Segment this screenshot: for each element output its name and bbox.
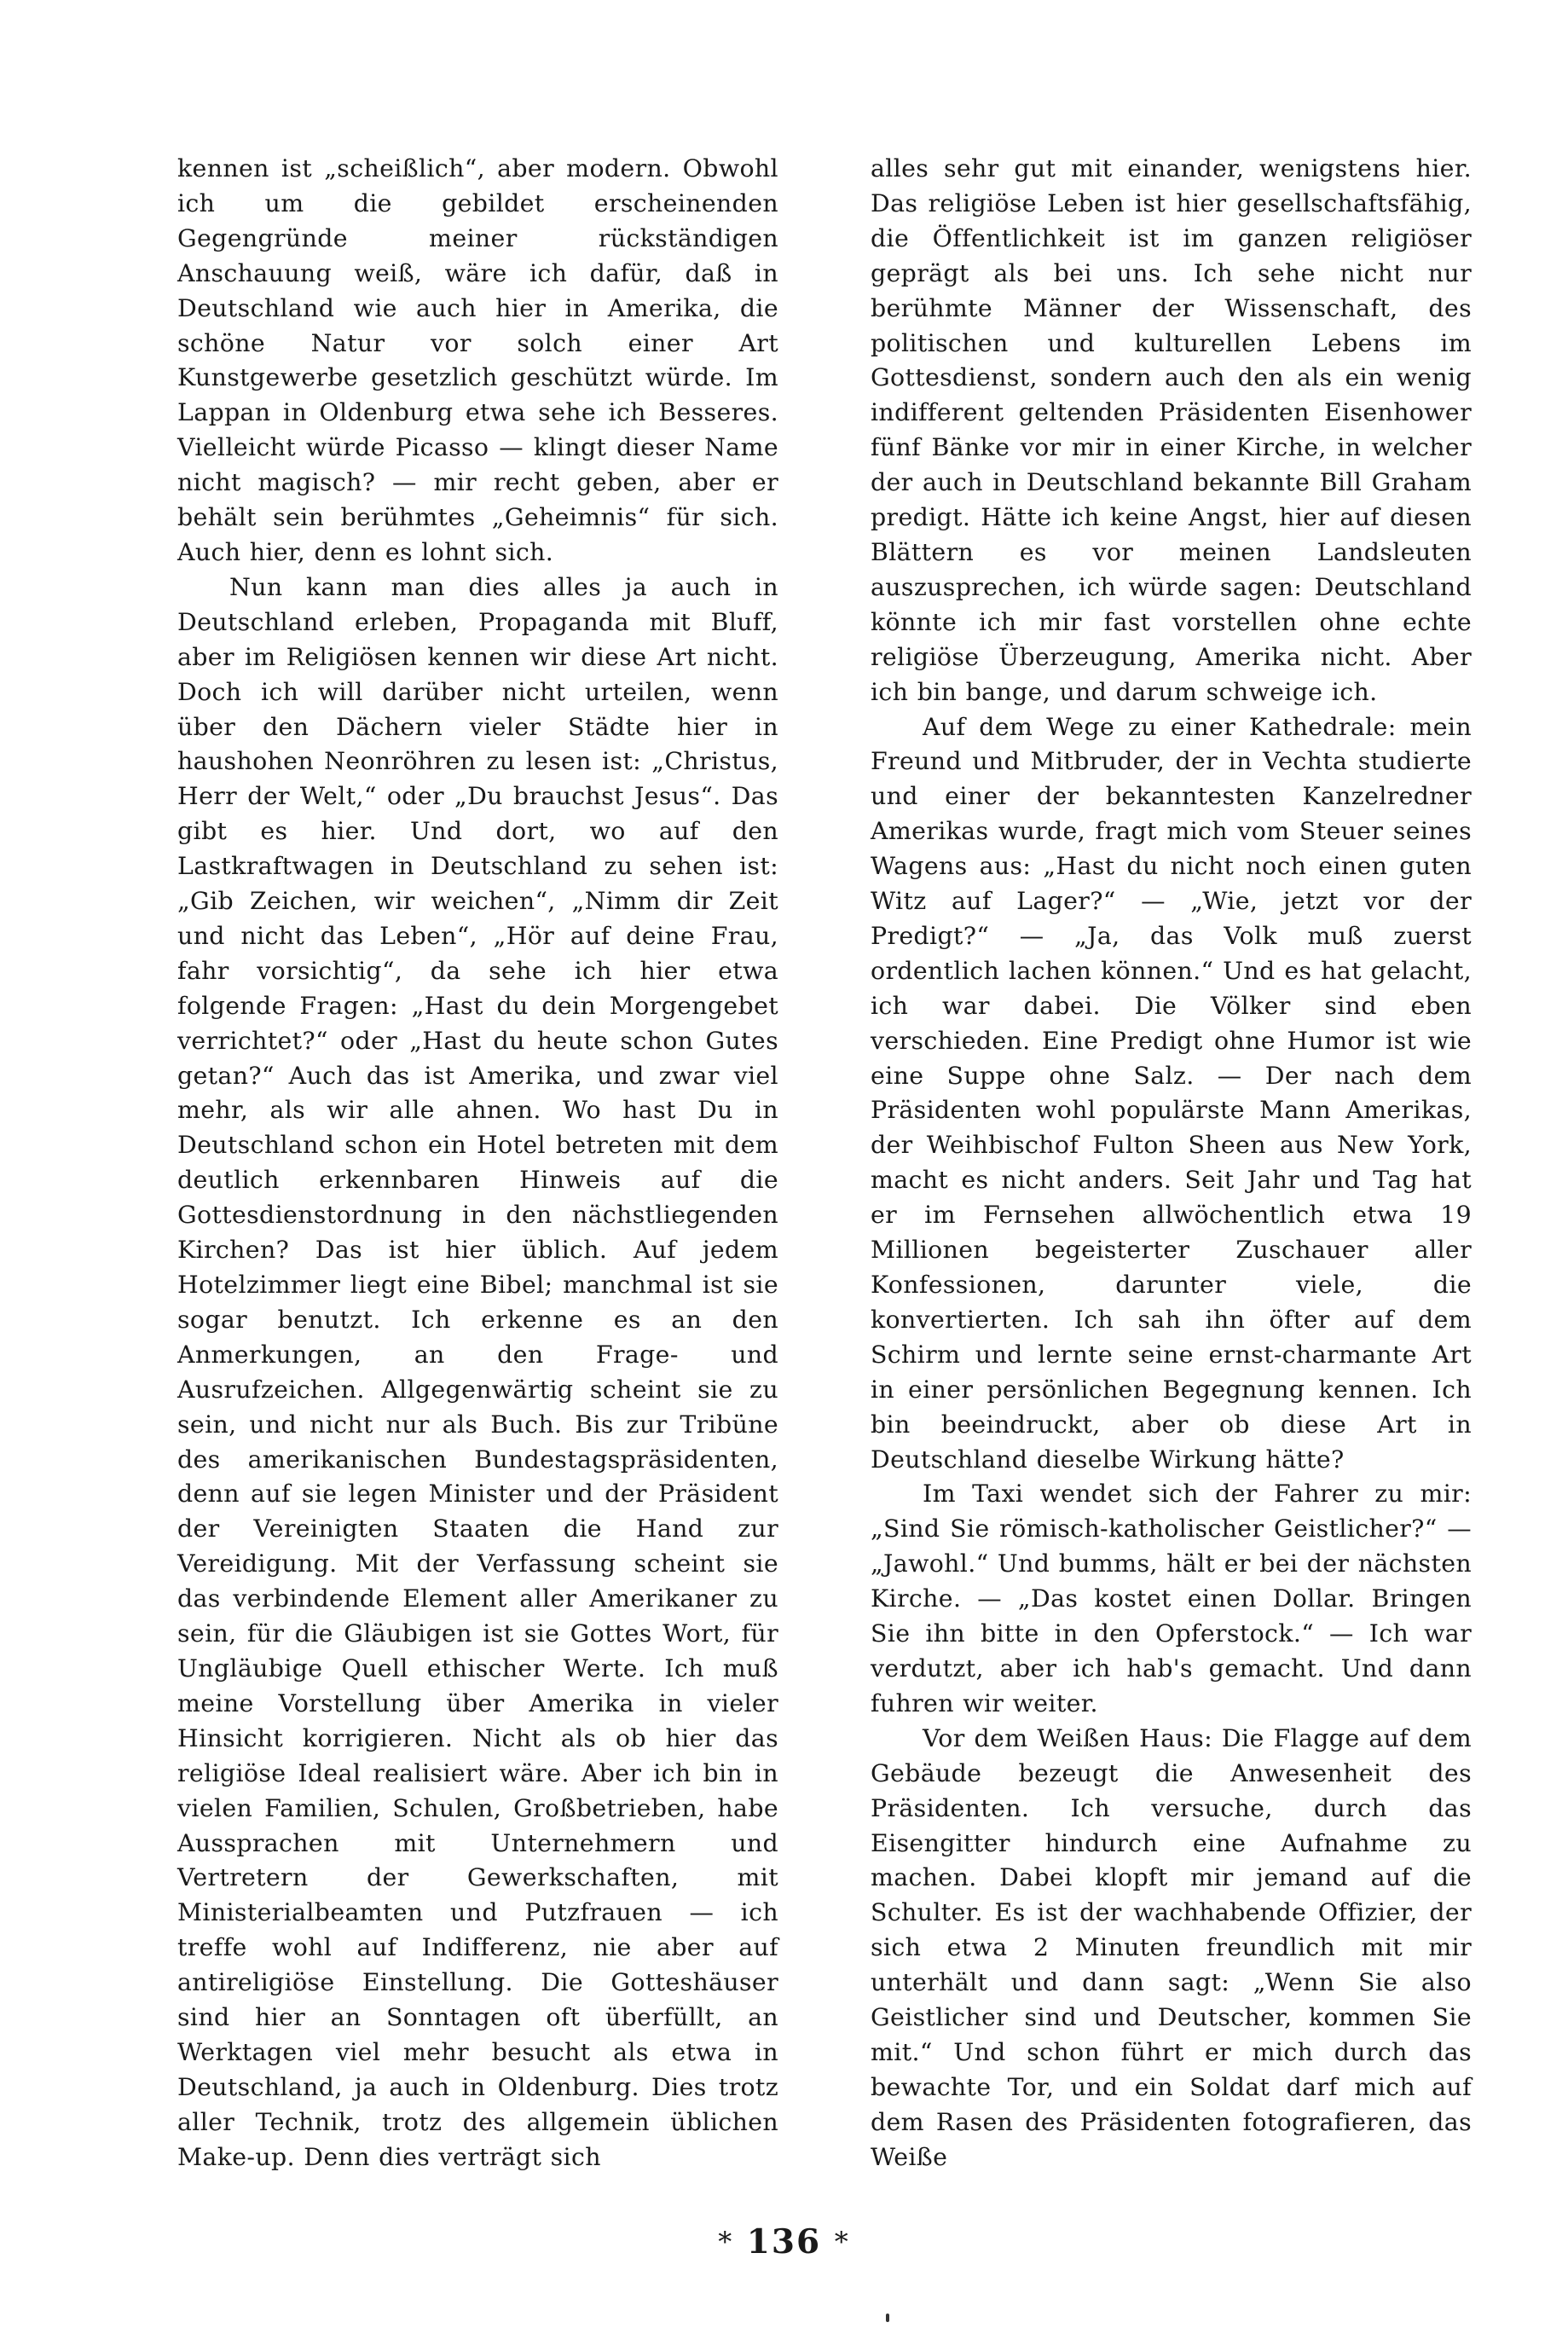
paragraph: Im Taxi wendet sich der Fahrer zu mir: „Sind Sie römisch-katholischer Geistlicher?“ — „Jawohl.“ Und bumms, hält er bei der nächsten Kirche. — „Das kostet einen Dollar. Bringen Sie ihn bitte in den Opferstock.“ — Ich war verdutzt, aber ich hab's gemacht. Und dann fuhren wir weiter.	[871, 1480, 1472, 1717]
page-number-footer	[0, 2222, 1568, 2262]
star-ornament-left: *	[718, 2226, 734, 2258]
star-ornament-right: *	[834, 2226, 850, 2258]
left-text-column	[177, 152, 778, 2175]
paragraph: Auf dem Wege zu einer Kathedrale: mein Freund und Mitbruder, der in Vechta studierte und einer der bekanntesten Kanzelredner Amerikas wurde, fragt mich vom Steuer seines Wagens aus: „Hast du nicht noch einen guten Witz auf Lager?“ — „Wie, jetzt vor der Predigt?“ — „Ja, das Volk muß zuerst ordentlich lachen können.“ Und es hat gelacht, ich war dabei. Die Völker sind eben verschieden. Eine Predigt ohne Humor ist wie eine Suppe ohne Salz. — Der nach dem Präsidenten wohl populärste Mann Amerikas, der Weihbischof Fulton Sheen aus New York, macht es nicht anders. Seit Jahr und Tag hat er im Fernsehen allwöchentlich etwa 19 Millionen begeisterter Zuschauer aller Konfessionen, darunter viele, die konvertierten. Ich sah ihn öfter auf dem Schirm und lernte seine ernst-charmante Art in einer persönlichen Begegnung kennen. Ich bin beeindruckt, aber ob diese Art in Deutschland dieselbe Wirkung hätte?	[871, 712, 1472, 1474]
paragraph: Nun kann man dies alles ja auch in Deutschland erleben, Propaganda mit Bluff, aber im Religiösen kennen wir diese Art nicht. Doch ich will darüber nicht urteilen, wenn über den Dächern vieler Städte hier in haushohen Neonröhren zu lesen ist: „Christus, Herr der Welt,“ oder „Du brauchst Jesus“. Das gibt es hier. Und dort, wo auf den Lastkraftwagen in Deutschland zu sehen ist: „Gib Zeichen, wir weichen“, „Nimm dir Zeit und nicht das Leben“, „Hör auf deine Frau, fahr vorsichtig“, da sehe ich hier etwa folgende Fragen: „Hast du dein Morgengebet verrichtet?“ oder „Hast du heute schon Gutes getan?“ Auch das ist Amerika, und zwar viel mehr, als wir alle ahnen. Wo hast Du in Deutschland schon ein Hotel betreten mit dem deutlich erkennbaren Hinweis auf die Gottesdienstordnung in den nächstliegenden Kirchen? Das ist hier üblich. Auf jedem Hotelzimmer liegt eine Bibel; manchmal ist sie sogar benutzt. Ich erkenne es an den Anmerkungen, an den Frage- und Ausrufzeichen. Allgegenwärtig scheint sie zu sein, und nicht nur als Buch. Bis zur Tribüne des amerikanischen Bundestagspräsidenten, denn auf sie legen Minister und der Präsident der Vereinigten Staaten die Hand zur Vereidigung. Mit der Verfassung scheint sie das verbindende Element aller Amerikaner zu sein, für die Gläubigen ist sie Gottes Wort, für Ungläubige Quell ethischer Werte. Ich muß meine Vorstellung über Amerika in vieler Hinsicht korrigieren. Nicht als ob hier das religiöse Ideal realisiert wäre. Aber ich bin in vielen Familien, Schulen, Großbetrieben, habe Aussprachen mit Unternehmern und Vertretern der Gewerkschaften, mit Ministerialbeamten und Putzfrauen — ich treffe wohl auf Indifferenz, nie aber auf antireligiöse Einstellung. Die Gotteshäuser sind hier an Sonntagen oft überfüllt, an Werktagen viel mehr besucht als etwa in Deutschland, ja auch in Oldenburg. Dies trotz aller Technik, trotz des allgemein üblichen Make-up. Denn dies verträgt sich	[177, 572, 778, 2171]
page-number: 136	[746, 2222, 822, 2262]
paragraph-continued: kennen ist „scheißlich“, aber modern. Obwohl ich um die gebildet erscheinenden Gegengründe meiner rückständigen Anschauung weiß, wäre ich dafür, daß in Deutschland wie auch hier in Amerika, die schöne Natur vor solch einer Art Kunstgewerbe gesetzlich geschützt würde. Im Lappan in Oldenburg etwa sehe ich Besseres. Vielleicht würde Picasso — klingt dieser Name nicht magisch? — mir recht geben, aber er behält sein berühmtes „Geheimnis“ für sich. Auch hier, denn es lohnt sich.	[177, 154, 778, 566]
paragraph: Vor dem Weißen Haus: Die Flagge auf dem Gebäude bezeugt die Anwesenheit des Präsidenten. Ich versuche, durch das Eisengitter hindurch eine Aufnahme zu machen. Dabei klopft mir jemand auf die Schulter. Es ist der wachhabende Offizier, der sich etwa 2 Minuten freundlich mit mir unterhält und dann sagt: „Wenn Sie also Geistlicher sind und Deutscher, kommen Sie mit.“ Und schon führt er mich durch das bewachte Tor, und ein Soldat darf mich auf dem Rasen des Präsidenten fotografieren, das Weiße	[871, 1723, 1472, 2171]
paragraph-continued: alles sehr gut mit einander, wenigstens hier. Das religiöse Leben ist hier gesellschaftsfähig, die Öffentlichkeit ist im ganzen religiöser geprägt als bei uns. Ich sehe nicht nur berühmte Männer der Wissenschaft, des politischen und kulturellen Lebens im Gottesdienst, sondern auch den als ein wenig indifferent geltenden Präsidenten Eisenhower fünf Bänke vor mir in einer Kirche, in welcher der auch in Deutschland bekannte Bill Graham predigt. Hätte ich keine Angst, hier auf diesen Blättern es vor meinen Landsleuten auszusprechen, ich würde sagen: Deutschland könnte ich mir fast vorstellen ohne echte religiöse Überzeugung, Amerika nicht. Aber ich bin bange, und darum schweige ich.	[871, 154, 1472, 706]
right-text-column	[871, 152, 1472, 2175]
scan-speck	[886, 2314, 889, 2322]
